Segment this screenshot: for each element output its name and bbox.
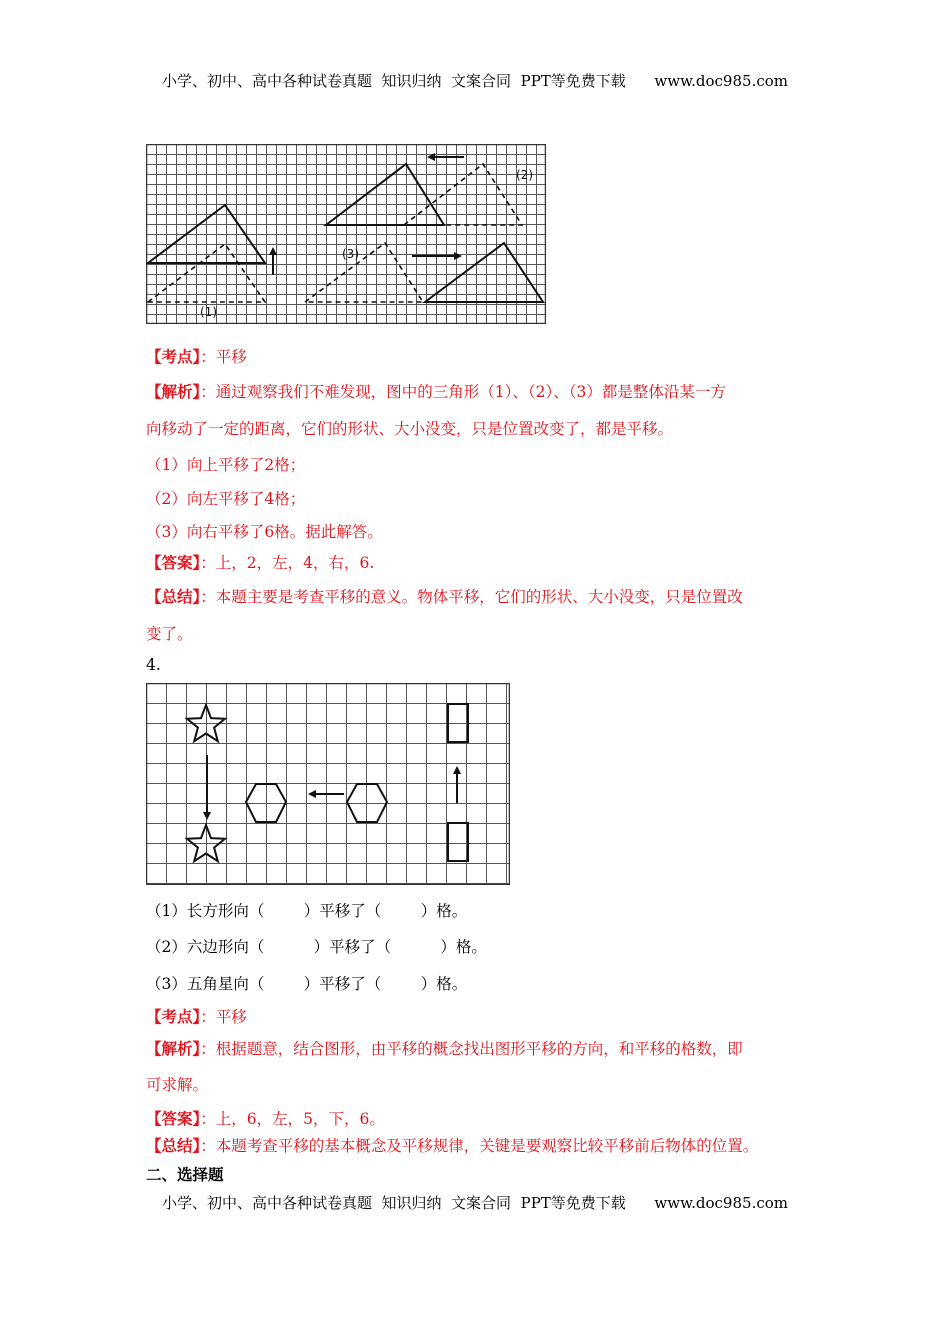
triangle-3-dashed [305, 243, 423, 302]
q3-summary-line1: 【总结】：本题主要是考查平移的意义。物体平移，它们的形状、大小没变，只是位置改 [146, 587, 743, 606]
arrow-up-icon [269, 247, 277, 275]
q3-jiexi-line1: 【解析】：通过观察我们不难发现，图中的三角形（1）、（2）、（3）都是整体沿某一方 [146, 382, 726, 401]
q4-jiexi-line1: 【解析】：根据题意，结合图形，由平移的概念找出图形平移的方向，和平移的格数，即 [146, 1039, 743, 1058]
label-3: (3) [342, 247, 359, 261]
q4-kaodian: 【考点】：平移 [146, 1007, 247, 1026]
arrow-up-icon [453, 766, 461, 803]
q4-question-3: （3）五角星向（ ）平移了（ ）格。 [146, 975, 468, 993]
page-header: 小学、初中、高中各种试卷真题 知识归纳 文案合同 PPT等免费下载 www.doc985.com [161, 72, 788, 90]
q3-step-1: （1）向上平移了2格； [146, 456, 306, 474]
translation-figure-shapes [146, 683, 510, 885]
triangle-3-moved [425, 243, 543, 302]
rectangle-bottom-icon [448, 823, 468, 861]
q4-question-1: （1）长方形向（ ）平移了（ ）格。 [146, 902, 468, 920]
q3-jiexi-line2: 向移动了一定的距离，它们的形状、大小没变，只是位置改变了，都是平移。 [146, 420, 674, 438]
q4-answer: 【答案】：上，6，左，5，下，6。 [146, 1109, 385, 1128]
q3-summary-line2: 变了。 [146, 625, 193, 643]
grid-lines [146, 683, 510, 885]
translation-figure-triangles [146, 144, 546, 324]
page-footer: 小学、初中、高中各种试卷真题 知识归纳 文案合同 PPT等免费下载 www.doc985.com [161, 1194, 788, 1212]
grid-lines [146, 144, 546, 324]
q3-step-2: （2）向左平移了4格； [146, 490, 306, 508]
label-1: (1) [200, 305, 217, 319]
q3-answer: 【答案】：上，2，左，4，右，6. [146, 553, 375, 572]
question-number: 4. [146, 656, 161, 674]
q3-kaodian: 【考点】：平移 [146, 347, 247, 366]
q3-step-3: （3）向右平移了6格。据此解答。 [146, 523, 383, 541]
q4-jiexi-line2: 可求解。 [146, 1076, 209, 1094]
arrow-down-icon [203, 755, 211, 820]
q4-question-2: （2）六边形向（ ）平移了（ ）格。 [146, 938, 487, 956]
section-title: 二、选择题 [146, 1165, 224, 1184]
q4-summary: 【总结】：本题考查平移的基本概念及平移规律，关键是要观察比较平移前后物体的位置。 [146, 1136, 759, 1155]
label-2: (2) [516, 168, 533, 182]
